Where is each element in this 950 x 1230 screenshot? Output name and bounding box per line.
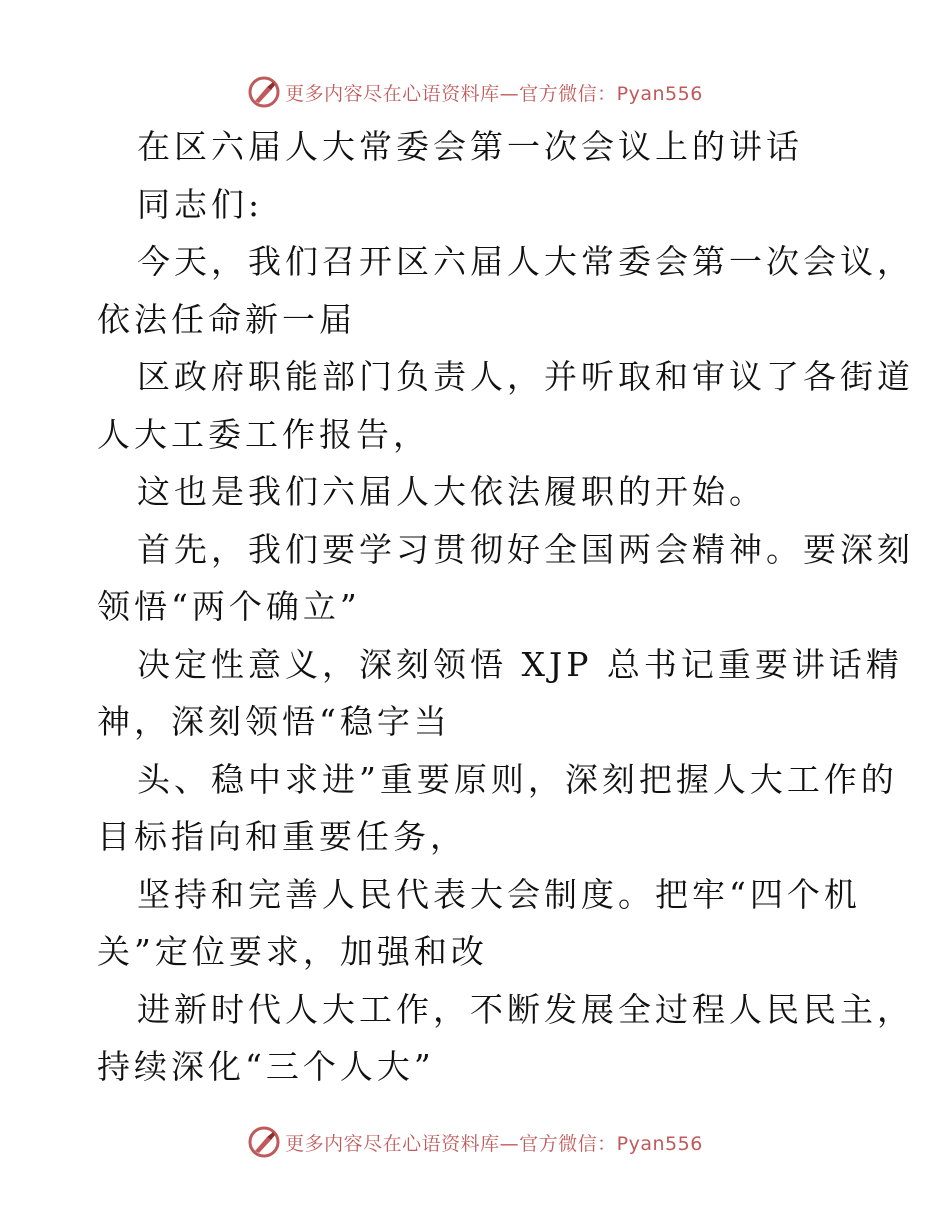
header-watermark-text: 更多内容尽在心语资料库—官方微信：Pyan556 [285, 82, 703, 105]
pen-logo-icon [247, 1125, 281, 1159]
footer-watermark-banner [0, 1120, 950, 1164]
paragraph-line: 关”定位要求，加强和改 [97, 932, 488, 971]
footer-watermark-text: 更多内容尽在心语资料库—官方微信：Pyan556 [285, 1132, 703, 1155]
paragraph-line: 进新时代人大工作，不断发展全过程人民民主， [137, 989, 914, 1029]
paragraph-line: 头、稳中求进”重要原则，深刻把握人大工作的 [137, 759, 898, 799]
paragraph-line: 坚持和完善人民代表大会制度。把牢“四个机 [137, 874, 861, 914]
paragraph-line: 首先，我们要学习贯彻好全国两会精神。要深刻 [137, 529, 914, 569]
paragraph-line: 决定性意义，深刻领悟 XJP 总书记重要讲话精 [137, 644, 903, 684]
pen-logo-icon [247, 75, 281, 109]
paragraph-line: 神，深刻领悟“稳字当 [97, 702, 451, 741]
document-title: 在区六届人大常委会第一次会议上的讲话 [137, 127, 803, 166]
header-watermark-banner [0, 70, 950, 114]
paragraph-line: 区政府职能部门负责人，并听取和审议了各街道 [137, 357, 914, 396]
paragraph-line: 目标指向和重要任务， [97, 817, 467, 856]
document-body [97, 118, 914, 1096]
paragraph-line: 依法任命新一届 [97, 299, 356, 339]
paragraph-line: 这也是我们六届人大依法履职的开始。 [137, 472, 766, 511]
paragraph-line: 领悟“两个确立” [97, 587, 361, 626]
paragraph-line: 持续深化“三个人大” [97, 1047, 435, 1086]
salutation: 同志们: [137, 184, 264, 224]
paragraph-line: 人大工委工作报告， [97, 414, 430, 454]
paragraph-line: 今天，我们召开区六届人大常委会第一次会议， [137, 242, 914, 281]
